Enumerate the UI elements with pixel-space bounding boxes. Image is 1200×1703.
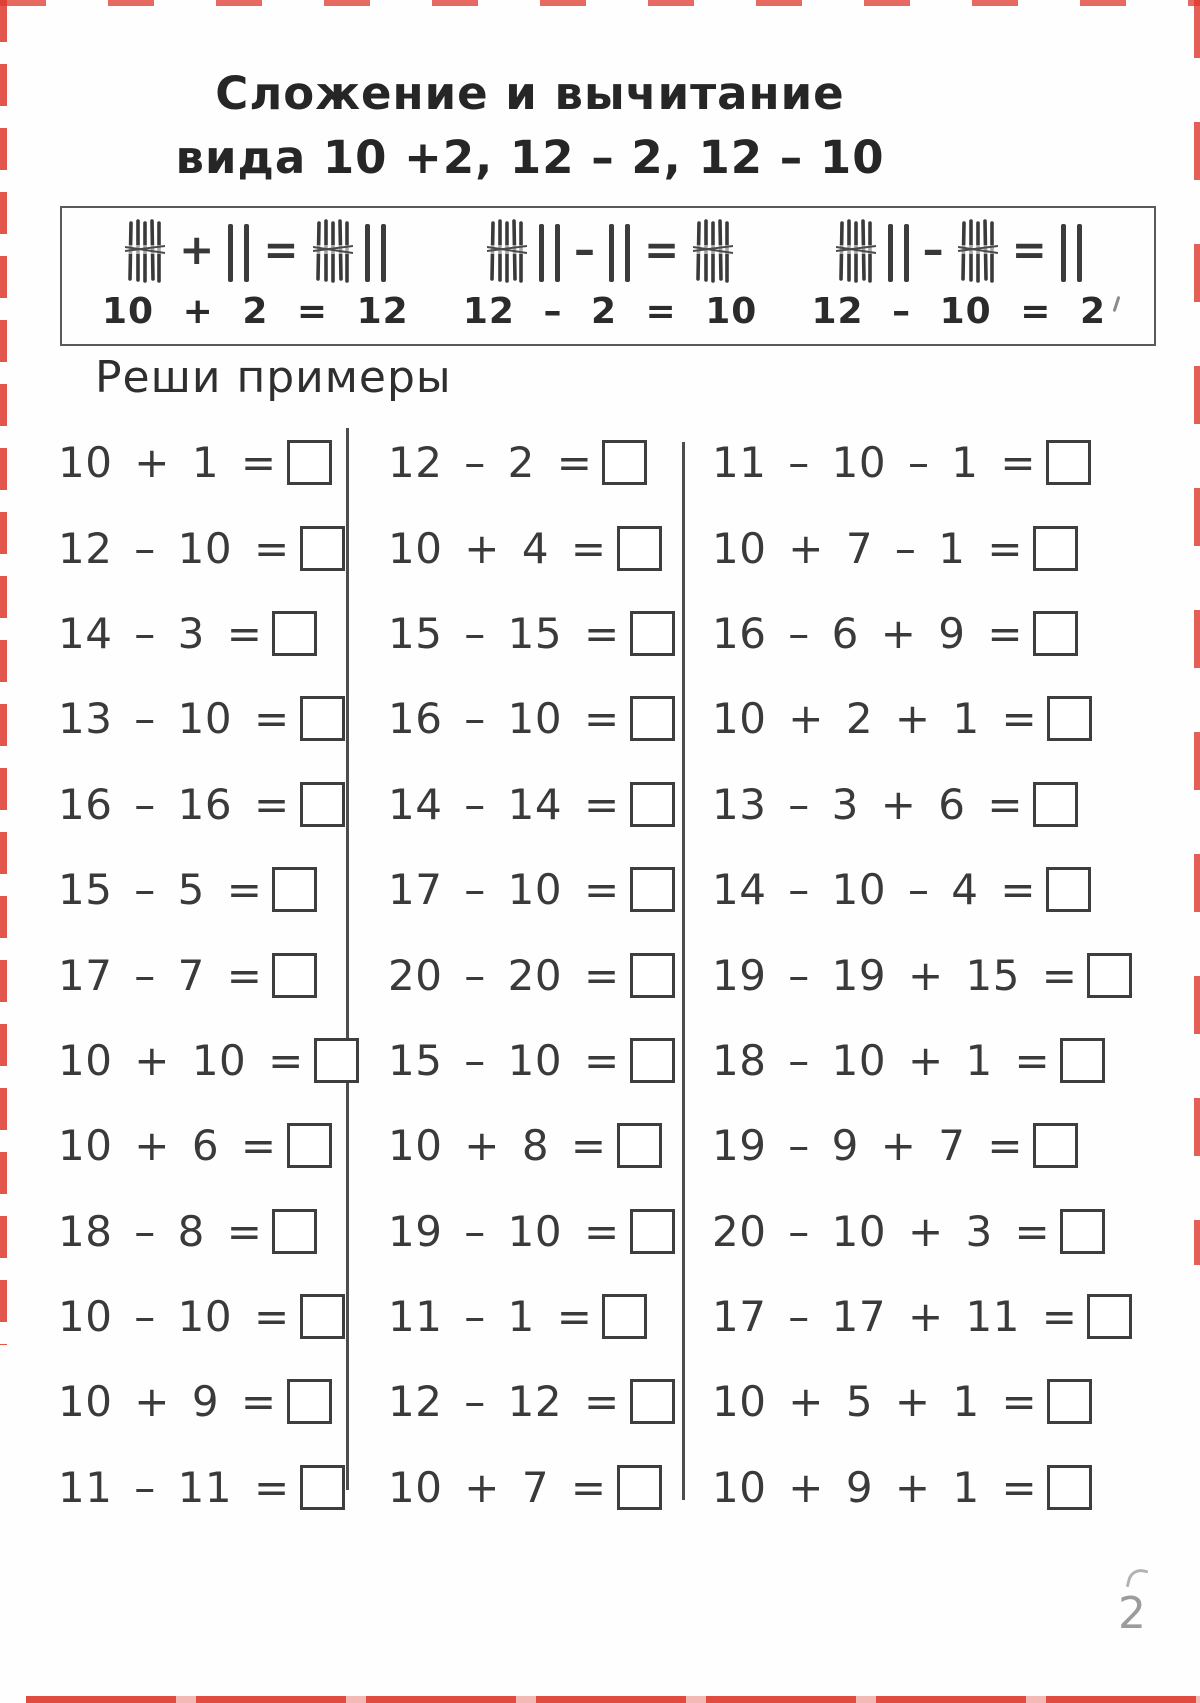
problem-expression: 10 + 6 = [58, 1121, 277, 1171]
answer-box [1047, 1379, 1092, 1424]
problem-row [388, 1103, 675, 1188]
problem-row [58, 505, 359, 590]
answer-box [272, 611, 317, 656]
stick-bundle-icon [958, 218, 998, 288]
page-title [0, 62, 1060, 190]
problem-row [712, 505, 1132, 590]
answer-box [1060, 1209, 1105, 1254]
tally-illustration [125, 216, 385, 290]
problem-row [388, 1274, 675, 1359]
problem-row [388, 1445, 675, 1530]
answer-box [314, 1038, 359, 1083]
answer-box [1047, 1465, 1092, 1510]
stick-bundle-icon [836, 218, 876, 288]
problem-expression: 19 – 9 + 7 = [712, 1121, 1024, 1171]
answer-box [1046, 867, 1091, 912]
stick-icon [228, 224, 233, 282]
problem-row [58, 932, 359, 1017]
problem-row [58, 1359, 359, 1444]
problem-row [58, 420, 359, 505]
stick-icon [625, 224, 630, 282]
problem-expression: 10 + 4 = [388, 523, 607, 573]
problem-expression: 10 – 10 = [58, 1292, 290, 1342]
answer-box [1060, 1038, 1105, 1083]
stick-icon [381, 224, 386, 282]
answer-box [287, 1123, 332, 1168]
answer-box [630, 1209, 675, 1254]
answer-box [300, 782, 345, 827]
page-title-line1: Сложение и вычитание [215, 67, 845, 120]
problem-row [712, 676, 1132, 761]
answer-box [1087, 953, 1132, 998]
problem-expression: 14 – 3 = [58, 608, 263, 658]
problem-row [388, 762, 675, 847]
example-item [463, 216, 758, 340]
stick-pair-icon [1061, 224, 1082, 282]
operator-symbol: = [643, 225, 680, 274]
scan-edge-artifact-bottom [26, 1696, 1200, 1703]
problem-row [388, 676, 675, 761]
problem-row [58, 1103, 359, 1188]
problem-row [712, 762, 1132, 847]
instruction-text: Реши примеры [95, 352, 452, 403]
problem-row [388, 591, 675, 676]
problem-row [58, 676, 359, 761]
answer-box [1033, 611, 1078, 656]
problems-column [388, 420, 675, 1530]
answer-box [602, 440, 647, 485]
problem-expression: 10 + 7 = [388, 1462, 607, 1512]
problem-expression: 16 – 16 = [58, 779, 290, 829]
problem-row [712, 1103, 1132, 1188]
stick-pair-icon [888, 224, 909, 282]
problem-expression: 10 + 1 = [58, 438, 277, 488]
answer-box [1033, 526, 1078, 571]
answer-box [300, 1465, 345, 1510]
problems-column [712, 420, 1132, 1530]
answer-box [287, 440, 332, 485]
problem-expression: 16 – 10 = [388, 694, 620, 744]
answer-box [630, 1038, 675, 1083]
answer-box [630, 611, 675, 656]
problem-row [712, 1359, 1132, 1444]
answer-box [1046, 440, 1091, 485]
stick-bundle-icon [313, 218, 353, 288]
operator-symbol: = [1011, 225, 1047, 274]
operator-symbol: + [179, 225, 215, 274]
problem-expression: 11 – 10 – 1 = [712, 438, 1037, 488]
problem-expression: 11 – 1 = [388, 1292, 593, 1342]
answer-box [300, 526, 345, 571]
problems-column [58, 420, 359, 1530]
answer-box [630, 867, 675, 912]
answer-box [1033, 1123, 1078, 1168]
problem-expression: 19 – 10 = [388, 1206, 620, 1256]
operator-symbol: = [263, 225, 299, 274]
problem-expression: 10 + 8 = [388, 1121, 607, 1171]
problem-expression: 20 – 20 = [388, 950, 620, 1000]
problem-expression: 10 + 2 + 1 = [712, 694, 1038, 744]
stick-bundle-icon [693, 218, 733, 288]
answer-box [300, 1294, 345, 1339]
answer-box [630, 953, 675, 998]
page-number [1118, 1568, 1146, 1639]
scan-edge-artifact-top [0, 0, 1200, 6]
answer-box [617, 526, 662, 571]
examples-box [60, 206, 1156, 346]
problem-expression: 12 – 10 = [58, 523, 290, 573]
stick-bundle-icon [125, 218, 165, 288]
answer-box [272, 1209, 317, 1254]
problem-expression: 15 – 5 = [58, 865, 263, 915]
problem-row [58, 1445, 359, 1530]
problem-row [712, 847, 1132, 932]
problem-row [388, 1359, 675, 1444]
answer-box [630, 782, 675, 827]
problem-expression: 13 – 10 = [58, 694, 290, 744]
problem-row [712, 1445, 1132, 1530]
problem-expression: 17 – 17 + 11 = [712, 1292, 1078, 1342]
answer-box [300, 696, 345, 741]
problems-grid [0, 420, 1200, 1550]
operator-symbol: – [573, 225, 595, 274]
problem-expression: 14 – 10 – 4 = [712, 865, 1037, 915]
problem-row [712, 1189, 1132, 1274]
problem-row [388, 932, 675, 1017]
stray-scan-mark [1113, 296, 1121, 312]
problem-expression: 10 + 10 = [58, 1035, 304, 1085]
answer-box [1047, 696, 1092, 741]
answer-box [272, 953, 317, 998]
stick-icon [888, 224, 893, 282]
problem-row [388, 420, 675, 505]
problem-row [712, 591, 1132, 676]
problem-expression: 11 – 11 = [58, 1462, 290, 1512]
problem-expression: 10 + 7 – 1 = [712, 523, 1024, 573]
stick-pair-icon [609, 224, 630, 282]
stick-icon [1061, 224, 1066, 282]
example-equation: 12 – 10 = 2 [811, 291, 1106, 332]
answer-box [272, 867, 317, 912]
stick-pair-icon [228, 224, 249, 282]
problem-row [388, 847, 675, 932]
stick-icon [609, 224, 614, 282]
answer-box [1033, 782, 1078, 827]
problem-row [58, 1274, 359, 1359]
stick-icon [365, 224, 370, 282]
problem-row [712, 420, 1132, 505]
stick-pair-icon [365, 224, 386, 282]
answer-box [287, 1379, 332, 1424]
stick-icon [539, 224, 544, 282]
stick-bundle-icon [487, 218, 527, 288]
problem-expression: 12 – 2 = [388, 438, 593, 488]
problem-expression: 18 – 8 = [58, 1206, 263, 1256]
problem-row [58, 1018, 359, 1103]
example-equation: 12 – 2 = 10 [462, 291, 758, 332]
operator-symbol: – [922, 225, 944, 274]
stick-icon [555, 224, 560, 282]
problem-expression: 20 – 10 + 3 = [712, 1206, 1051, 1256]
problem-expression: 10 + 5 + 1 = [712, 1377, 1038, 1427]
stick-icon [1077, 224, 1082, 282]
problem-row [388, 1189, 675, 1274]
problem-row [712, 1018, 1132, 1103]
problem-expression: 17 – 10 = [388, 865, 620, 915]
problem-expression: 12 – 12 = [388, 1377, 620, 1427]
column-divider [682, 442, 685, 1500]
answer-box [630, 1379, 675, 1424]
stick-pair-icon [539, 224, 560, 282]
stick-icon [904, 224, 909, 282]
problem-expression: 16 – 6 + 9 = [712, 608, 1024, 658]
problem-row [58, 1189, 359, 1274]
problem-row [712, 932, 1132, 1017]
answer-box [602, 1294, 647, 1339]
problem-row [58, 762, 359, 847]
example-item [811, 216, 1106, 340]
problem-row [712, 1274, 1132, 1359]
stick-icon [244, 224, 249, 282]
tally-illustration [836, 216, 1082, 290]
problem-row [388, 505, 675, 590]
tally-illustration [487, 216, 733, 290]
problem-expression: 13 – 3 + 6 = [712, 779, 1024, 829]
problem-row [58, 847, 359, 932]
answer-box [617, 1123, 662, 1168]
answer-box [617, 1465, 662, 1510]
example-item [102, 216, 409, 340]
problem-expression: 19 – 19 + 15 = [712, 950, 1078, 1000]
problem-expression: 15 – 10 = [388, 1035, 620, 1085]
problem-expression: 17 – 7 = [58, 950, 263, 1000]
problem-expression: 10 + 9 + 1 = [712, 1462, 1038, 1512]
page-number-value: 2 [1118, 1588, 1146, 1639]
example-equation: 10 + 2 = 12 [102, 291, 409, 332]
problem-expression: 10 + 9 = [58, 1377, 277, 1427]
problem-row [388, 1018, 675, 1103]
problem-expression: 15 – 15 = [388, 608, 620, 658]
problem-expression: 14 – 14 = [388, 779, 620, 829]
problem-expression: 18 – 10 + 1 = [712, 1035, 1051, 1085]
problem-row [58, 591, 359, 676]
answer-box [1087, 1294, 1132, 1339]
page-title-line2: вида 10 +2, 12 – 2, 12 – 10 [175, 131, 885, 184]
answer-box [630, 696, 675, 741]
